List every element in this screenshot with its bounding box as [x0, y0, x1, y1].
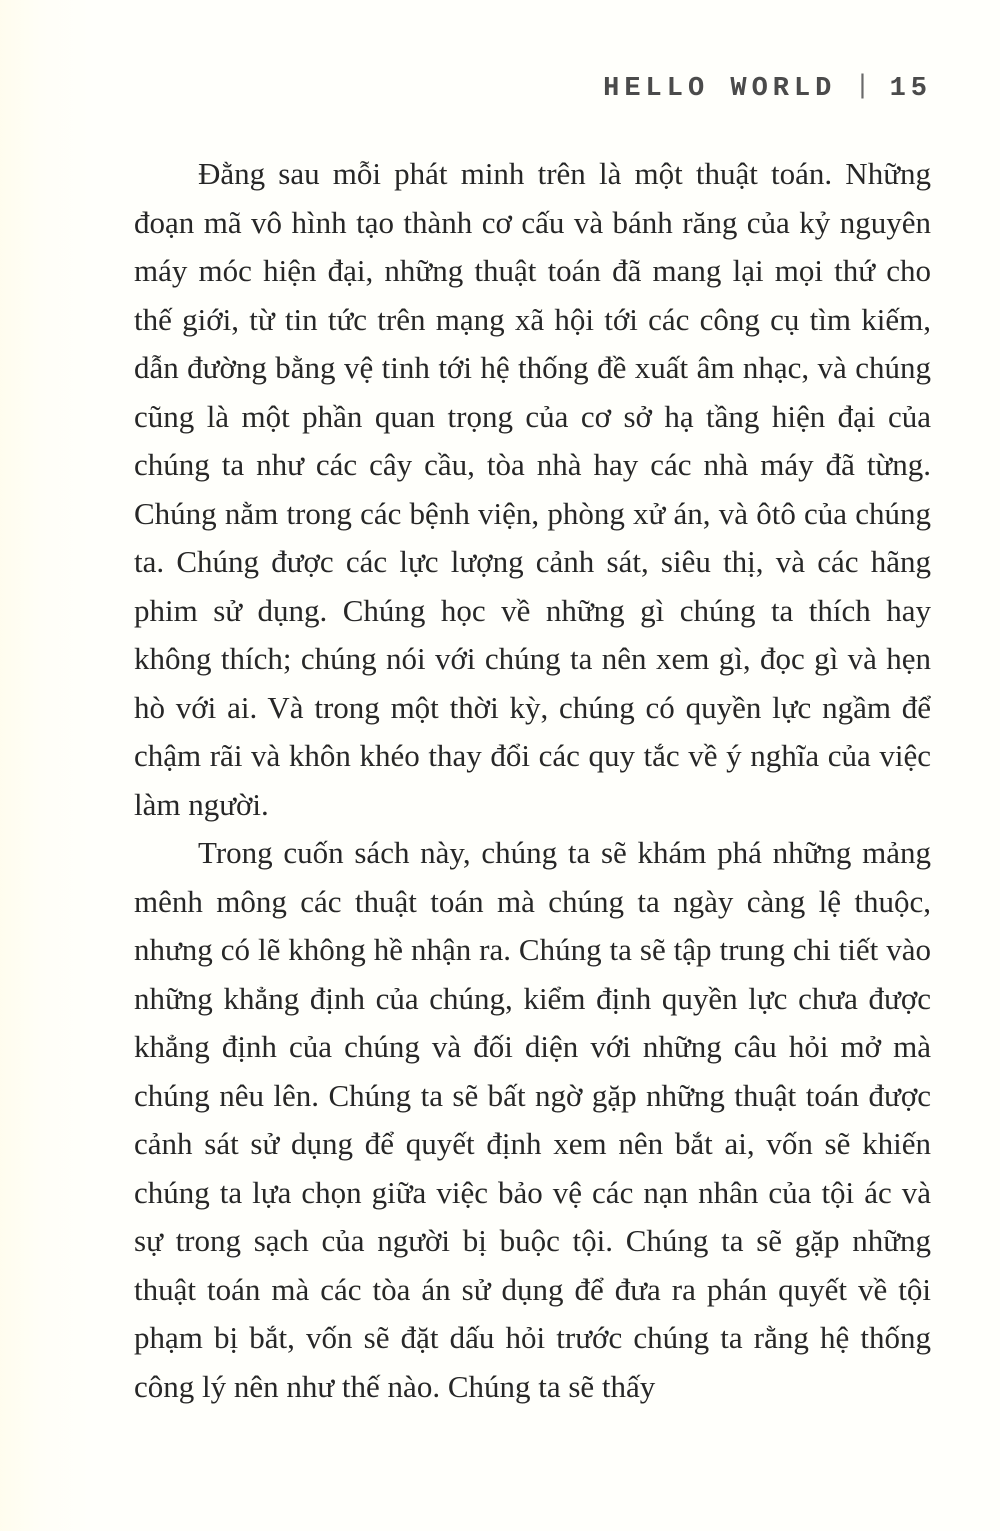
page-body-text: [134, 150, 931, 1411]
header-separator: |: [854, 72, 876, 102]
running-header: [603, 74, 932, 104]
running-head-title: HELLO WORLD: [603, 74, 837, 104]
paragraph-1: Đằng sau mỗi phát minh trên là một thuật toán. Những đoạn mã vô hình tạo thành cơ cấu và bánh răng của kỷ nguyên máy móc hiện đại, những thuật toán đã mang lại mọi thứ cho thế giới, từ tin tức trên mạng xã hội tới các công cụ tìm kiếm, dẫn đường bằng vệ tinh tới hệ thống đề xuất âm nhạc, và chúng cũng là một phần quan trọng của cơ sở hạ tầng hiện đại của chúng ta như các cây cầu, tòa nhà hay các nhà máy đã từng. Chúng nằm trong các bệnh viện, phòng xử án, và ôtô của chúng ta. Chúng được các lực lượng cảnh sát, siêu thị, và các hãng phim sử dụng. Chúng học về những gì chúng ta thích hay không thích; chúng nói với chúng ta nên xem gì, đọc gì và hẹn hò với ai. Và trong một thời kỳ, chúng có quyền lực ngầm để chậm rãi và khôn khéo thay đổi các quy tắc về ý nghĩa của việc làm người.: [134, 156, 931, 822]
page-number: 15: [889, 74, 932, 104]
paragraph-2: Trong cuốn sách này, chúng ta sẽ khám phá những mảng mênh mông các thuật toán mà chúng ta ngày càng lệ thuộc, nhưng có lẽ không hề nhận ra. Chúng ta sẽ tập trung chi tiết vào những khẳng định của chúng, kiểm định quyền lực chưa được khẳng định của chúng và đối diện với những câu hỏi mở mà chúng nêu lên. Chúng ta sẽ bất ngờ gặp những thuật toán được cảnh sát sử dụng để quyết định xem nên bắt ai, vốn sẽ khiến chúng ta lựa chọn giữa việc bảo vệ các nạn nhân của tội ác và sự trong sạch của người bị buộc tội. Chúng ta sẽ gặp những thuật toán mà các tòa án sử dụng để đưa ra phán quyết về tội phạm bị bắt, vốn sẽ đặt dấu hỏi trước chúng ta rằng hệ thống công lý nên như thế nào. Chúng ta sẽ thấy: [134, 835, 931, 1404]
